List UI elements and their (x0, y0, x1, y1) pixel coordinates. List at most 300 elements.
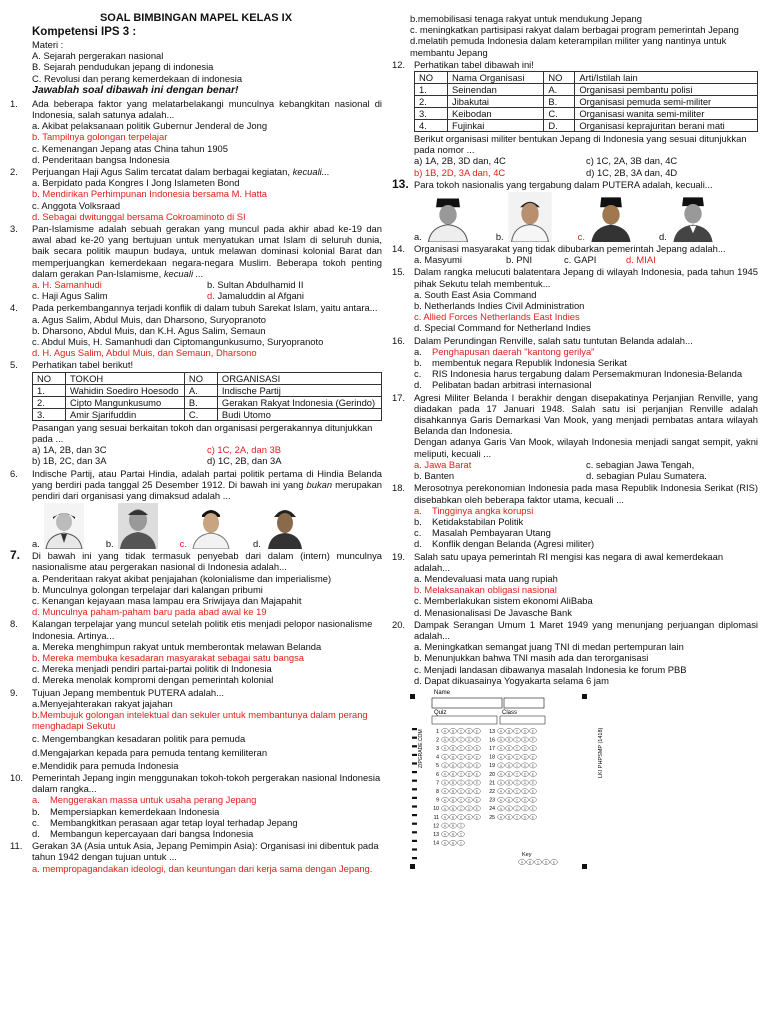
name-label: Name (434, 689, 451, 696)
question-8 (10, 618, 382, 685)
row-number: 18 (489, 754, 495, 761)
question-17 (392, 392, 758, 482)
row-number: 6 (436, 771, 439, 778)
timing-mark (412, 805, 417, 807)
bubble-letter: B (451, 772, 455, 777)
bubble-letter: B (451, 824, 455, 829)
question-15 (392, 266, 758, 333)
option[interactable]: b. PNI (506, 254, 533, 266)
option[interactable]: a.Menyejahterakan rakyat jajahan (32, 697, 173, 709)
option[interactable]: c. Memberlakukan sistem ekonomi AliBaba (414, 595, 593, 607)
page-title: SOAL BIMBINGAN MAPEL KELAS IX (99, 12, 293, 24)
bubble-letter: A (443, 738, 447, 743)
timing-mark (412, 780, 417, 782)
question-number: 16. (392, 334, 406, 346)
timing-mark (412, 762, 417, 764)
question-number: 7. (10, 548, 21, 563)
portrait-icon (265, 503, 305, 549)
bubble-letter: A (443, 781, 447, 786)
question-text: Indische Partij, atau Partai Hindia, adalah partai politik pertama di Hindia Belanda yang berdiri pada tanggal 25 Desember 1912. Di bawah ini yang bukan merupakan pendiri dari organisasi yang dimaksud adalah ... (32, 467, 383, 501)
bubble-letter: A (499, 738, 503, 743)
option[interactable]: c. Masalah Pembayaran Utang (414, 527, 551, 539)
bubble-letter: A (443, 824, 447, 829)
option[interactable]: a. Mereka menghimpun rakyat untuk memberontak melawan Belanda (32, 640, 322, 652)
option-answer[interactable]: b) 1B, 2D, 3A dan, 4C (414, 166, 506, 178)
bubble-letter: D (523, 746, 527, 751)
question-number: 1. (10, 97, 18, 109)
option[interactable]: b. Banten (414, 470, 455, 482)
option[interactable]: d) 1C, 2B, 3A dan, 4D (586, 166, 678, 178)
brand-label: ZIPGRADE.COM (418, 729, 424, 768)
bubble-letter: C (459, 729, 463, 734)
option-answer[interactable]: d. MIAI (626, 254, 656, 266)
question-number: 13. (392, 176, 409, 191)
registration-mark (410, 864, 415, 869)
row-number: 9 (436, 797, 439, 804)
bubble-letter: C (515, 763, 519, 768)
option-answer[interactable]: c) 1C, 2A, dan 3B (207, 444, 281, 456)
option[interactable]: d. sebagian Pulau Sumatera. (586, 470, 707, 482)
question-text: Tujuan Jepang membentuk PUTERA adalah... (32, 686, 224, 698)
question-14 (392, 243, 758, 265)
bubble-letter: B (528, 860, 532, 865)
timing-mark (412, 848, 417, 850)
row-number: 11 (433, 814, 439, 821)
option[interactable]: c. sebagian Jawa Tengah, (586, 458, 695, 470)
bubble-letter: D (523, 798, 527, 803)
bubble-letter: A (499, 789, 503, 794)
question-20 (392, 619, 758, 686)
portrait-icon (589, 192, 633, 242)
option[interactable]: a. Penderitaan rakyat akibat penjajahan (kolonialisme dan imperialisme) (32, 572, 332, 584)
question-6 (10, 468, 382, 550)
instruction: Jawablah soal dibawah ini dengan benar! (32, 83, 239, 96)
portrait-options (32, 503, 382, 549)
question-12 (392, 59, 758, 178)
option-answer[interactable]: d. Munculnya paham-paham baru pada abad awal ke 19 (32, 606, 267, 618)
question-text: Salah satu upaya pemerintah RI mengisi kas negara di awal kemerdekaan adalah... (414, 550, 724, 573)
row-number: 5 (436, 763, 439, 770)
option[interactable]: b. Netherlands Indies Civil Administration (414, 300, 585, 312)
timing-mark (412, 857, 417, 859)
portrait-option[interactable]: c. (578, 192, 659, 242)
option[interactable]: a. Berpidato pada Kongres I Jong Islameten Bond (32, 177, 240, 189)
bubble-letter: C (515, 755, 519, 760)
bubble-letter: C (459, 832, 463, 837)
bubble-letter: B (451, 815, 455, 820)
bubble-letter: A (443, 841, 447, 846)
bubble-letter: C (459, 755, 463, 760)
portrait-option[interactable]: a. (414, 192, 496, 242)
portrait-option[interactable]: b. (106, 503, 180, 549)
bubble-letter: A (443, 815, 447, 820)
bubble-letter: A (443, 806, 447, 811)
tokoh-organisasi-table: NO TOKOH NO ORGANISASI 1. Wahidin Soediro Hoesodo A. Indische Partij 2. Cipto Mangunkusumo B. Gerakan Rakyat Indonesia (Gerindo) 3. Amir Sjarifuddin C. Budi Utomo (32, 372, 382, 421)
option[interactable]: c. Anggota Volksraad (32, 199, 121, 211)
option[interactable]: c. Haji Agus Salim (32, 290, 108, 302)
bubble-letter: D (523, 729, 527, 734)
question-text: Di bawah ini yang tidak termasuk penyebab dari dalam (intern) munculnya nasionalisme atau pergerakan nasional di Indonesia adalah... (32, 550, 382, 573)
option[interactable]: c) 1C, 2A, 3B dan, 4C (586, 155, 678, 167)
question-text: Kalangan terpelajar yang muncul setelah politik etis menjadi pelopor nasionalisme Indonesia. Artinya... (32, 618, 373, 641)
row-number: 22 (489, 788, 495, 795)
option[interactable]: b. Mempersiapkan kemerdekaan Indonesia (32, 805, 220, 817)
registration-mark (410, 694, 415, 699)
portrait-icon (118, 503, 158, 549)
bubble-letter: B (451, 789, 455, 794)
timing-mark (412, 831, 417, 833)
option[interactable]: c. Mereka menjadi pendiri partai-partai politik di Indonesia (32, 663, 272, 675)
bubble-letter: A (443, 832, 447, 837)
option-answer[interactable]: a. H. Samanhudi (32, 279, 102, 291)
question-18 (392, 482, 758, 549)
option[interactable]: d. Penderitaan bangsa Indonesia (32, 153, 170, 165)
row-number: 10 (433, 806, 439, 813)
option[interactable]: a) 1A, 2B, 3D dan, 4C (414, 155, 506, 167)
bubble-letter: C (515, 815, 519, 820)
row-number: 23 (489, 797, 495, 804)
option[interactable]: a. South East Asia Command (414, 288, 537, 300)
bubble-letter: B (507, 746, 511, 751)
timing-mark (412, 797, 417, 799)
question-text: Dengan adanya Garis Van Mook, wilayah Indonesia menjadi sangat sempit, yakni meliputi, kecuali ... (414, 436, 758, 459)
question-number: 14. (392, 243, 406, 255)
option[interactable]: d. Menasionalisasi De Javasche Bank (414, 606, 572, 618)
bubble-letter: A (499, 746, 503, 751)
option[interactable]: a. Akibat pelaksanaan politik Gubernur Jenderal de Jong (32, 120, 268, 132)
registration-mark (582, 694, 587, 699)
question-text: Pasangan yang sesuai berkaitan tokoh dan organisasi pergerakannya ditunjukkan pada ... (32, 421, 373, 444)
question-3 (10, 223, 382, 301)
question-4 (10, 302, 382, 358)
bubble-letter: E (475, 755, 479, 760)
row-number: 24 (489, 806, 495, 813)
bubble-letter: E (475, 772, 479, 777)
option[interactable]: a. Mendevaluasi mata uang rupiah (414, 572, 558, 584)
bubble-letter: A (499, 815, 503, 820)
bubble-letter: C (459, 841, 463, 846)
option[interactable]: c. RIS Indonesia harus tergabung dalam Persemakmuran Indonesia-Belanda (414, 368, 743, 380)
question-number: 15. (392, 266, 406, 278)
question-text: Berikut organisasi militer bentukan Jepang di Indonesia yang sesuai ditunjukkan pada nomor ... (414, 133, 747, 156)
option[interactable]: b. Dharsono, Abdul Muis, dan K.H. Agus Salim, Semaun (32, 324, 266, 336)
bubble-letter: C (459, 781, 463, 786)
option-answer[interactable]: b.Membujuk golongan intelektual dan sekuler untuk membantunya dalam perang menghadapi Sekutu (32, 708, 368, 732)
question-text: Ada beberapa faktor yang melatarbelakangi munculnya kebangkitan nasional di Indonesia, salah satunya adalah... (32, 97, 382, 121)
bubble-letter: A (443, 798, 447, 803)
option-answer[interactable]: b. Mendirikan Perhimpunan Indonesia bersama M. Hatta (32, 188, 268, 200)
materi-label: Materi : (32, 39, 64, 50)
option[interactable]: d. Pelibatan badan arbitrasi internasional (414, 379, 592, 391)
row-number: 1 (436, 728, 439, 735)
question-text: Perhatikan tabel dibawah ini! (414, 58, 534, 70)
timing-mark (412, 745, 417, 747)
timing-mark (412, 823, 417, 825)
bubble-letter: C (515, 738, 519, 743)
portrait-option[interactable]: b. (496, 192, 578, 242)
bubble-letter: D (523, 738, 527, 743)
question-1 (10, 98, 382, 165)
option[interactable]: c. GAPI (564, 254, 597, 266)
bubble-letter: D (467, 806, 471, 811)
option[interactable]: c. Kemenangan Jepang atas China tahun 1905 (32, 142, 228, 154)
question-16 (392, 335, 758, 391)
option[interactable]: d.Mengajarkan kepada para pemuda tentang kemiliteran (32, 746, 268, 758)
option[interactable]: c. Membangkitkan perasaan agar tetap loyal terhadap Jepang (32, 816, 298, 828)
option[interactable]: c. Menjadi landasan dibawanya masalah Indonesia ke forum PBB (414, 663, 687, 675)
question-2 (10, 166, 382, 222)
question-number: 9. (10, 686, 18, 698)
question-number: 19. (392, 550, 406, 562)
portrait-options (414, 192, 758, 242)
option[interactable]: e.Mendidik para pemuda Indonesia (32, 759, 179, 771)
option[interactable]: d. Jamaluddin al Afgani (207, 290, 304, 302)
question-number: 4. (10, 302, 18, 314)
row-number: 12 (433, 823, 439, 830)
bubble-letter: E (475, 815, 479, 820)
row-number: 20 (489, 771, 495, 778)
bubble-letter: C (459, 806, 463, 811)
question-number: 6. (10, 467, 18, 479)
row-number: 2 (436, 737, 439, 744)
bubble-letter: B (451, 781, 455, 786)
row-number: 17 (489, 745, 495, 752)
question-text: Perhatikan tabel berikut! (32, 359, 134, 371)
option[interactable]: d.melatih pemuda Indonesia dalam keterampilan militer yang nantinya untuk membantu Jepang (410, 35, 727, 58)
portrait-option[interactable]: c. (180, 503, 253, 549)
bubble-letter: E (531, 738, 535, 743)
bubble-letter: B (451, 763, 455, 768)
question-text: Dalam rangka melucuti balatentara Jepang di wilayah Indonesia, pada tahun 1945 pihak Sekutu telah membentuk... (414, 266, 758, 289)
option[interactable]: d. Special Command for Netherland Indies (414, 322, 591, 334)
bubble-letter: E (531, 798, 535, 803)
option-answer[interactable]: a. mempropagandakan ideologi, dan keuntungan dari kerja sama dengan Jepang. (32, 862, 373, 874)
bubble-letter: E (531, 806, 535, 811)
row-number: 4 (436, 754, 439, 761)
option[interactable]: c. Abdul Muis, H. Samanhudi dan Ciptomangunkusumo, Suryopranoto (32, 336, 324, 348)
bubble-letter: B (451, 755, 455, 760)
materi-item: C. Revolusi dan perang kemerdekaan di indonesia (32, 72, 243, 84)
question-text: Pada perkembangannya terjadi konflik di dalam tubuh Sarekat Islam, yaitu antara... (32, 302, 378, 314)
portrait-option[interactable]: d. (253, 503, 327, 549)
option[interactable]: c. Mengembangkan kesadaran politik para pemuda (32, 733, 246, 745)
bubble-letter: C (515, 806, 519, 811)
timing-mark (412, 788, 417, 790)
bubble-letter: D (467, 772, 471, 777)
option[interactable]: b. Sultan Abdulhamid II (207, 279, 304, 291)
bubble-letter: B (507, 806, 511, 811)
bubble-letter: D (467, 746, 471, 751)
materi-item: B. Sejarah pendudukan jepang di indonesia (32, 61, 214, 73)
option-answer[interactable]: d. H. Agus Salim, Abdul Muis, dan Semaun, Dharsono (32, 347, 257, 359)
option[interactable]: d) 1C, 2B, dan 3A (207, 455, 282, 467)
bubble-letter: C (515, 798, 519, 803)
bubble-letter: D (523, 815, 527, 820)
option[interactable]: b.memobilisasi tenaga rakyat untuk mendukung Jepang (410, 13, 642, 24)
option-answer[interactable]: d. Sebagai dwitunggal bersama Cokroaminoto di SI (32, 210, 246, 222)
question-9 (10, 687, 382, 771)
bubble-letter: D (544, 860, 548, 865)
timing-mark (412, 754, 417, 756)
bubble-letter: E (531, 755, 535, 760)
option[interactable]: b. Menunjukkan bahwa TNI masih ada dan terorganisasi (414, 652, 649, 664)
bubble-letter: E (475, 798, 479, 803)
registration-mark (582, 864, 587, 869)
bubble-letter: A (443, 746, 447, 751)
option-answer[interactable]: b. Tampilnya golongan terpelajar (32, 131, 168, 143)
bubble-letter: C (459, 798, 463, 803)
portrait-option[interactable]: a. (32, 503, 106, 549)
bubble-letter: B (507, 772, 511, 777)
bubble-letter: E (475, 738, 479, 743)
answer-sheet-graphic (392, 688, 742, 884)
bubble-letter: B (451, 832, 455, 837)
bubble-letter: B (507, 763, 511, 768)
question-number: 17. (392, 391, 406, 403)
row-number: 7 (436, 780, 439, 787)
row-number: 13 (489, 728, 495, 735)
bubble-letter: D (523, 763, 527, 768)
bubble-letter: E (531, 815, 535, 820)
option[interactable]: d. Dapat dikuasainya Yogyakarta selama 6 jam (414, 674, 609, 686)
bubble-letter: A (520, 860, 524, 865)
bubble-letter: E (531, 763, 535, 768)
option-answer[interactable]: a. Penghapusan daerah "kantong gerilya" (414, 345, 595, 357)
option[interactable]: c. Kenangan kejayaan masa lampau era Sriwijaya dan Majapahit (32, 594, 302, 606)
bubble-letter: A (499, 772, 503, 777)
option-answer[interactable]: c. Allied Forces Netherlands East Indies (414, 311, 580, 323)
option[interactable]: b. Munculnya golongan terpelajar dari kalangan pribumi (32, 583, 263, 595)
bubble-letter: D (467, 738, 471, 743)
bubble-letter: E (475, 729, 479, 734)
option-answer[interactable]: a. Tingginya angka korupsi (414, 504, 534, 516)
question-7 (10, 550, 382, 617)
bubble-letter: D (523, 772, 527, 777)
timing-mark (412, 840, 417, 842)
bubble-letter: B (451, 841, 455, 846)
question-text: Perjuangan Haji Agus Salim tercatat dalam berbagai kegiatan, kecuali... (32, 166, 330, 178)
question-10 (10, 772, 382, 839)
bubble-letter: A (443, 755, 447, 760)
bubble-letter: B (451, 746, 455, 751)
bubble-letter: C (459, 815, 463, 820)
bubble-letter: E (475, 781, 479, 786)
bubble-letter: C (459, 772, 463, 777)
bubble-letter: A (499, 798, 503, 803)
option-answer[interactable]: a. Jawa Barat (414, 458, 472, 470)
row-number: 25 (489, 814, 495, 821)
bubble-letter: A (443, 789, 447, 794)
bubble-letter: A (499, 755, 503, 760)
option[interactable]: a. Meningkatkan semangat juang TNI di medan pertempuran lain (414, 641, 684, 653)
bubble-letter: E (552, 860, 556, 865)
bubble-letter: C (459, 738, 463, 743)
question-number: 8. (10, 618, 18, 630)
option[interactable]: d. Mereka menolak kompromi dengan pemerintah kolonial (32, 674, 274, 686)
option[interactable]: a) 1A, 2B, dan 3C (32, 444, 107, 456)
question-number: 18. (392, 482, 406, 494)
bubble-letter: C (536, 860, 540, 865)
option-answer[interactable]: b. Mereka membuka kesadaran masyarakat sebagai satu bangsa (32, 651, 305, 663)
question-13 (392, 176, 758, 242)
option[interactable]: c. meningkatkan partisipasi rakyat dalam berbagai program pemerintah Jepang (410, 24, 739, 36)
bubble-letter: A (499, 806, 503, 811)
organisasi-table: NO Nama Organisasi NO Arti/Istilah lain 1. Seinendan A. Organisasi pembantu polisi 2. Jibakutai B. Organisasi pemuda semi-militer 3. Keibodan C. Organisasi wanita semi-militer 4. Fujinkai D. Organisasi keprajuritan berani mati (414, 71, 758, 132)
bubble-letter: B (451, 806, 455, 811)
portrait-icon (671, 192, 715, 242)
key-label: Key (522, 851, 532, 858)
bubble-letter: D (467, 815, 471, 820)
portrait-option[interactable]: d. (659, 192, 715, 242)
option[interactable]: a. Masyumi (414, 254, 462, 266)
option[interactable]: a. Agus Salim, Abdul Muis, dan Dharsono, Suryopranoto (32, 313, 266, 325)
question-text: Pan-Islamisme adalah sebuah gerakan yang muncul pada akhir abad ke-19 dan awal abad ke-20 yang bertujuan untuk menyatukan umat Islam di seluruh dunia, baik secara politik maupun budaya, untuk melawan dominasi kolonial Barat dan memperjuangkan kemerdekaan negara-negara Muslim. Beberapa tokoh penting dalam gerakan Pan-Islamisme, kecuali ... (32, 223, 382, 279)
option[interactable]: b. membentuk negara Republik Indonesia Serikat (414, 357, 627, 369)
question-number: 11. (10, 840, 23, 852)
bubble-letter: C (459, 824, 463, 829)
option-answer[interactable]: a. Menggerakan massa untuk usaha perang Jepang (32, 794, 257, 806)
bubble-letter: D (467, 789, 471, 794)
timing-mark (412, 814, 417, 816)
bubble-letter: D (523, 755, 527, 760)
bubble-letter: B (507, 729, 511, 734)
question-number: 5. (10, 359, 18, 371)
option[interactable]: d. Konflik dengan Belanda (Agresi militer) (414, 538, 595, 550)
code-label: LKI PHPSMP (1418) (598, 727, 604, 778)
bubble-letter: D (467, 755, 471, 760)
option[interactable]: b. Ketidakstabilan Politik (414, 515, 524, 527)
portrait-icon (426, 192, 470, 242)
bubble-letter: A (443, 729, 447, 734)
row-number: 3 (436, 745, 439, 752)
option[interactable]: b) 1B, 2C, dan 3A (32, 455, 107, 467)
bubble-letter: E (475, 763, 479, 768)
question-19 (392, 551, 758, 618)
bubble-letter: C (459, 763, 463, 768)
bubble-letter: B (451, 738, 455, 743)
option-answer[interactable]: b. Melaksanakan obligasi nasional (414, 584, 557, 596)
right-column (392, 13, 758, 884)
timing-mark (412, 737, 417, 739)
class-label: Class (502, 709, 518, 716)
question-number: 3. (10, 223, 18, 235)
bubble-letter: D (523, 806, 527, 811)
question-5 (10, 359, 382, 466)
question-text: Gerakan 3A (Asia untuk Asia, Jepang Pemimpin Asia): Organisasi ini dibentuk pada tahun 1942 dengan tujuan untuk ... (32, 840, 379, 863)
portrait-icon (508, 192, 552, 242)
bubble-letter: C (459, 789, 463, 794)
question-text: Dampak Serangan Umum 1 Maret 1949 yang menunjang perjuangan diplomasi adalah... (414, 618, 758, 641)
bubble-letter: E (531, 772, 535, 777)
row-number: 14 (433, 840, 439, 847)
option[interactable]: d. Membangun kepercayaan dari bangsa Indonesia (32, 827, 254, 839)
row-number: 19 (489, 763, 495, 770)
bubble-letter: C (515, 772, 519, 777)
question-11 (10, 840, 382, 874)
bubble-letter: C (515, 789, 519, 794)
bubble-letter: D (467, 729, 471, 734)
bubble-letter: E (531, 781, 535, 786)
row-number: 21 (489, 780, 495, 787)
bubble-letter: A (499, 763, 503, 768)
row-number: 13 (433, 831, 439, 838)
question-text: Para tokoh nasionalis yang tergabung dalam PUTERA adalah, kecuali... (414, 178, 713, 190)
question-text: Merosotnya perekonomian Indonesia pada masa Republik Indonesia Serikat (RIS) disebabkan oleh beberapa faktor utama, kecuali ... (414, 482, 758, 505)
timing-mark (412, 728, 417, 730)
question-number: 20. (392, 618, 406, 630)
bubble-letter: C (515, 781, 519, 786)
bubble-letter: D (523, 781, 527, 786)
